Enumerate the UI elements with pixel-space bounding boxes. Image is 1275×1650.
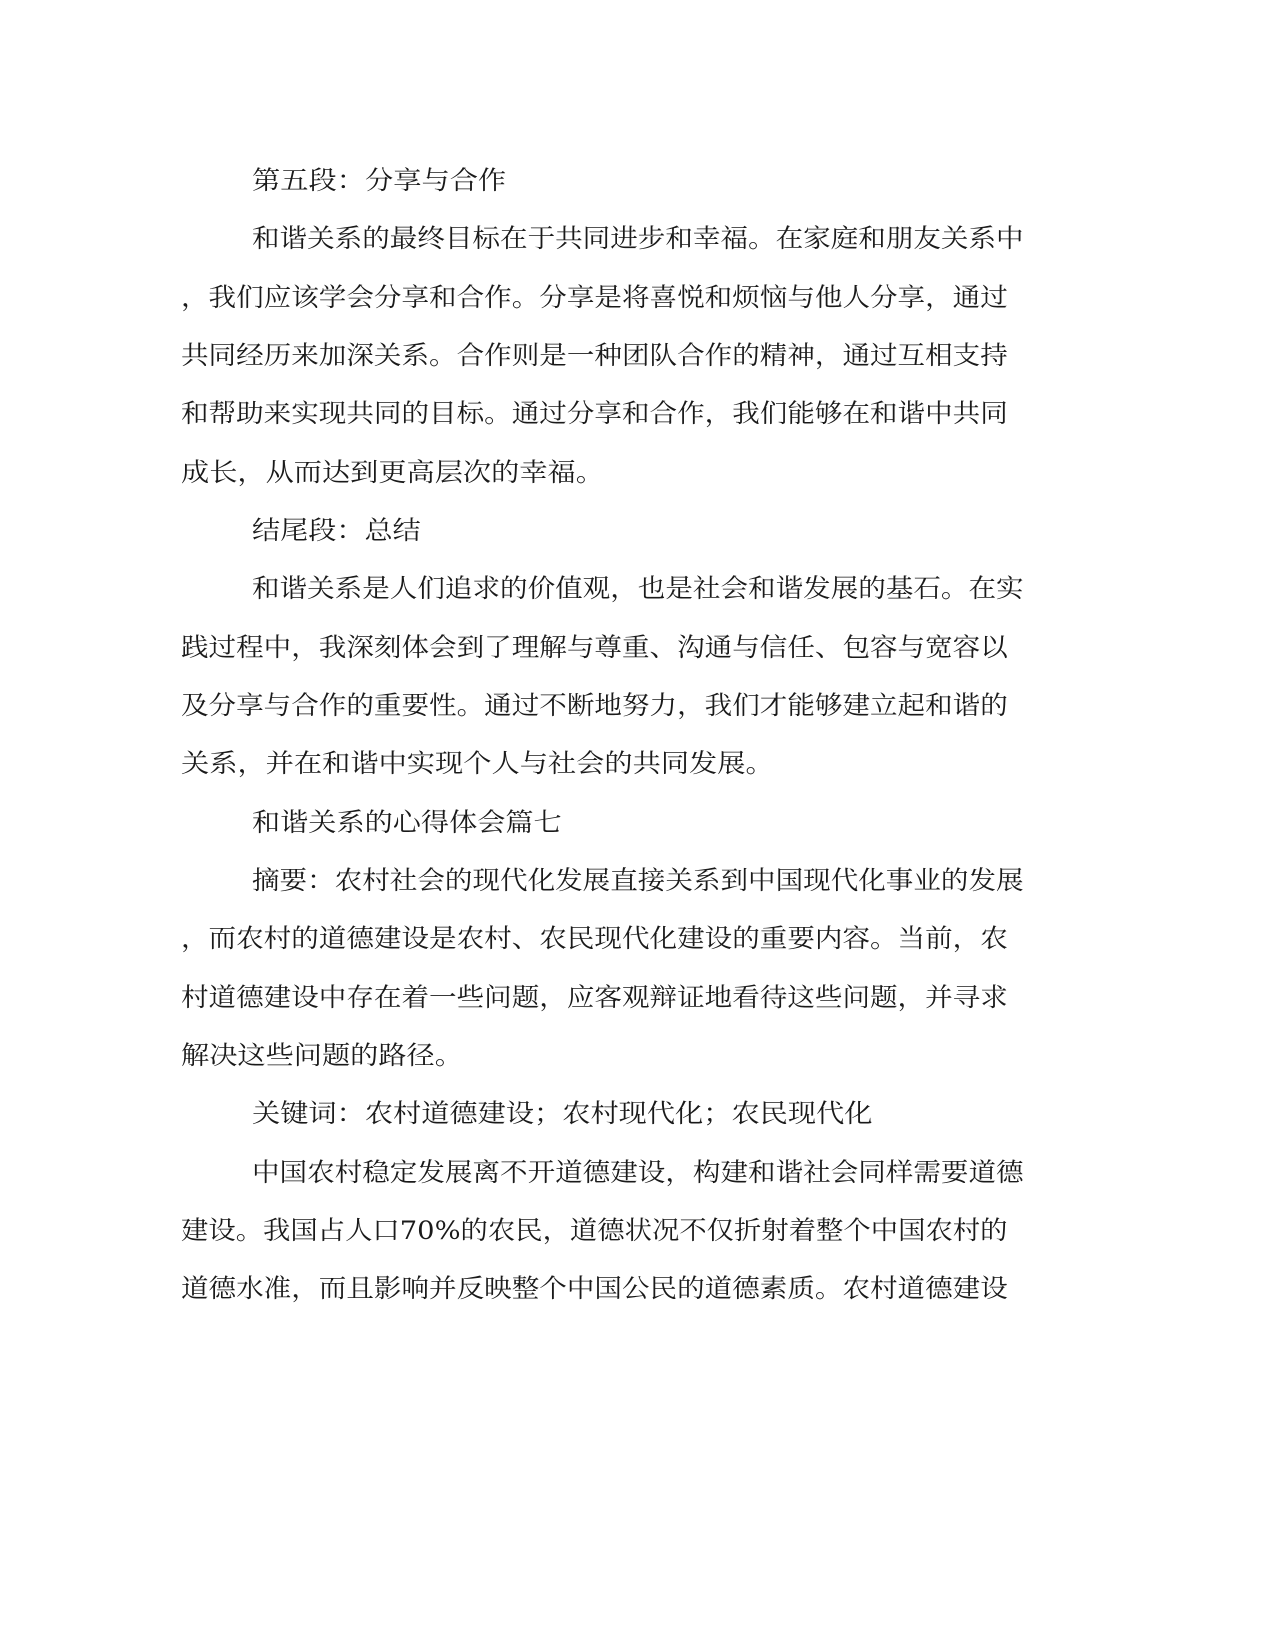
- paragraph-line: 和谐关系是人们追求的价值观，也是社会和谐发展的基石。在实: [252, 574, 1024, 604]
- paragraph-line: 建设。我国占人口70%的农民，道德状况不仅折射着整个中国农村的: [181, 1216, 1008, 1246]
- keywords-line: 关键词：农村道德建设；农村现代化；农民现代化: [252, 1099, 873, 1129]
- section-heading-5: 第五段：分享与合作: [252, 166, 507, 196]
- abstract-line: 村道德建设中存在着一些问题，应客观辩证地看待这些问题，并寻求: [181, 983, 1008, 1013]
- paragraph-line: 关系，并在和谐中实现个人与社会的共同发展。: [181, 749, 774, 779]
- article-title: 和谐关系的心得体会篇七: [252, 808, 562, 838]
- paragraph-line: 和谐关系的最终目标在于共同进步和幸福。在家庭和朋友关系中: [252, 224, 1024, 254]
- paragraph-line: 道德水准，而且影响并反映整个中国公民的道德素质。农村道德建设: [181, 1274, 1008, 1304]
- section-heading-conclusion: 结尾段：总结: [252, 516, 421, 546]
- abstract-line: 解决这些问题的路径。: [181, 1041, 463, 1071]
- abstract-line: 摘要：农村社会的现代化发展直接关系到中国现代化事业的发展: [252, 866, 1024, 896]
- abstract-line: ，而农村的道德建设是农村、农民现代化建设的重要内容。当前，农: [181, 924, 1008, 954]
- paragraph-line: 践过程中，我深刻体会到了理解与尊重、沟通与信任、包容与宽容以: [181, 633, 1008, 663]
- paragraph-line: 及分享与合作的重要性。通过不断地努力，我们才能够建立起和谐的: [181, 691, 1008, 721]
- paragraph-line: 共同经历来加深关系。合作则是一种团队合作的精神，通过互相支持: [181, 341, 1008, 371]
- paragraph-line: 中国农村稳定发展离不开道德建设，构建和谐社会同样需要道德: [252, 1158, 1024, 1188]
- paragraph-line: ，我们应该学会分享和合作。分享是将喜悦和烦恼与他人分享，通过: [181, 283, 1008, 313]
- paragraph-line: 成长，从而达到更高层次的幸福。: [181, 458, 604, 488]
- paragraph-line: 和帮助来实现共同的目标。通过分享和合作，我们能够在和谐中共同: [181, 399, 1008, 429]
